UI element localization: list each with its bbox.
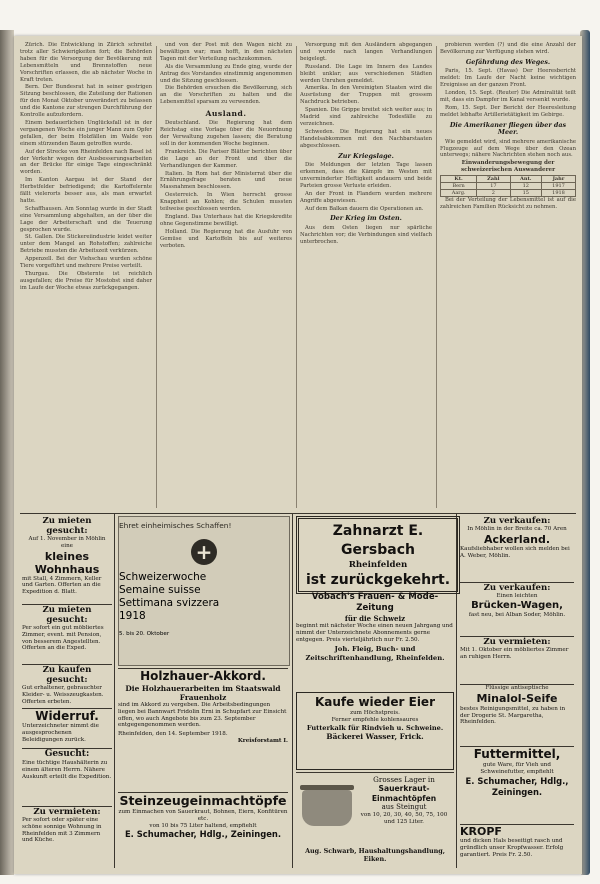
article-paragraph: Als die Versammlung zu Ende ging, wurde der Antrag des Vorstandes einstimmig angenommen und die Sitzung geschlossen. — [160, 63, 292, 84]
section-heading: Gefährdung des Weges. — [465, 57, 551, 66]
column-divider — [436, 46, 437, 508]
ad-body: Mit 1. Oktober ein möbliertes Zimmer an ruhigen Herrn. — [460, 647, 569, 660]
article-paragraph: Die Meldungen der letzten Tage lassen erkennen, dass die Kämpfe im Westen mit unverminderter Heftigkeit andauern und beide Parteien grosse Verluste erleiden. — [300, 162, 432, 189]
ad-firm: E. Schumacher, Hdlg., Zeiningen. — [124, 829, 282, 840]
ad-top-line: Flüssige antiseptische — [485, 685, 549, 691]
ad-verkaufen-acker — [460, 516, 574, 578]
ad-heading: Zu verkaufen: — [483, 516, 551, 526]
ad-title-it: Settimana svizzera — [119, 597, 220, 609]
ad-product: Sauerkraut-Einmachtöpfen — [371, 784, 437, 803]
crock-pot-icon — [302, 790, 352, 826]
article-paragraph: Aus dem Osten liegen nur spärliche Nachrichten vor; die Verbindungen sind vielfach unterbrochen. — [300, 224, 432, 245]
news-column-1 — [20, 42, 152, 512]
ad-extra: Kaufsliebhaber wollen sich melden bei A. Weber, Möhlin. — [460, 545, 570, 559]
section-heading: Der Krieg im Osten. — [330, 214, 402, 223]
ad-body: In Möhlin in der Breite ca. 70 Aren — [467, 526, 567, 532]
ad-lines: zum Einmachen von Sauerkraut, Bohnen, Eiern, Konfitüren etc. — [118, 809, 288, 822]
article-paragraph: Auf dem Balkan dauern die Operationen an. — [305, 205, 424, 212]
ad-extra: mit Stall, 4 Zimmern, Keller und Garten. Offerten an die Expedition d. Blatt. — [22, 575, 102, 596]
ad-wohnhaus — [22, 516, 112, 600]
article-paragraph: Thurgau. Die Obsternte ist reichlich ausgefallen; die Preise für Mostobst sind daher im Laufe der Woche etwas zurückgegangen. — [20, 271, 152, 291]
ad-body: Unterzeichneter nimmt die ausgesprochenen Beleidigungen zurück. — [22, 723, 99, 743]
article-paragraph: Schweden. Die Regierung hat ein neues Handelsabkommen mit den Nachbarstaaten abgeschlossen. — [300, 128, 432, 149]
ad-column-divider — [292, 514, 293, 868]
article-paragraph: Frankreich. Die Pariser Blätter berichten über die Lage an der Front und über die Verhandlungen der Kammer. — [160, 148, 292, 169]
ad-subheading: Die Holzhauerarbeiten im Staatswald Frauenholz — [125, 684, 281, 702]
article-paragraph: Einem bedauerlichen Unglücksfall ist in der vergangenen Woche ein junger Mann zum Opfer gefallen, der beim Holzfällen im Walde von einem stürzenden Baum getroffen wurde. — [20, 119, 152, 147]
article-paragraph: Holland. Die Regierung hat die Ausfuhr von Gemüse und Kartoffeln bis auf weiteres verboten. — [160, 228, 292, 249]
ad-body: sind im Akkord zu vergeben. Die Arbeitsbedingungen liegen bei Bannwart Fridolin Erni in Schupfart zur Einsicht offen, wo auch Angebote bis zum 23. September entgegengenommen werden. — [118, 702, 287, 729]
article-paragraph: St. Gallen. Die Stickereiindustrie leidet weiter unter dem Mangel an Rohstoffen; zahlreiche Betriebe mussten die Arbeitszeit verkürzen. — [20, 234, 152, 255]
ad-vermieten-left — [22, 806, 112, 867]
article-paragraph: London, 15. Sept. (Reuter) Die Admiralität teilt mit, dass ein Dampfer im Kanal versenkt wurde. — [440, 90, 576, 103]
ad-zimmer — [22, 604, 112, 661]
article-paragraph: probieren werden (?) und die eine Anzahl der Bevölkerung zur Verfügung stehen wird. — [440, 42, 576, 55]
ad-line3: ist zurückgekehrt. — [305, 572, 451, 588]
article-paragraph: Bei der Verteilung der Lebensmittel ist auf die zahlreichen Familien Rücksicht zu nehmen. — [440, 197, 576, 211]
table-header-cell: Ant. — [510, 175, 541, 182]
column-divider — [296, 46, 297, 508]
ad-heading: Zu verkaufen: — [483, 583, 551, 593]
ad-title-fr: Semaine suisse — [119, 584, 201, 596]
table-cell: Bern — [441, 182, 477, 189]
table-header-cell: Jahr — [542, 175, 576, 182]
ad-body: gute Ware, für Vieh und Schweinefutter, empfiehlt — [480, 762, 554, 775]
article-paragraph: und von der Post mit den Wagen nicht zu bewältigen war; man hofft, in den nächsten Tagen mit der Verteilung nachzukommen. — [160, 42, 292, 62]
table-cell: 12 — [510, 182, 541, 189]
book-binding-left — [0, 30, 14, 875]
article-paragraph: Die Behörden ersuchen die Bevölkerung, sich an die Vorschriften zu halten und die Lebensmittel sparsam zu verwenden. — [160, 85, 292, 106]
article-paragraph: Wie gemeldet wird, sind mehrere amerikanische Flugzeuge auf dem Wege über den Ozean unterwegs; nähere Nachrichten stehen noch aus. — [440, 138, 576, 159]
advertisement-section — [20, 514, 576, 868]
ad-subtitle: aus Steingut — [381, 803, 427, 811]
news-column-3 — [300, 42, 432, 512]
news-column-2 — [160, 42, 292, 512]
article-paragraph: Spanien. Die Grippe breitet sich weiter aus; in Madrid sind zahlreiche Todesfälle zu verzeichnen. — [300, 107, 432, 127]
ad-product: Minalol-Seife — [476, 691, 558, 705]
article-paragraph: Auf der Strecke von Rheinfelden nach Basel ist der Verkehr wegen der Ausbesserungsarbeiten an der Brücke für einige Tage eingeschränkt worden. — [20, 148, 152, 176]
article-paragraph: Versorgung mit den Ausländern abgegangen und wurde nach langen Verhandlungen beigelegt. — [300, 42, 432, 62]
ad-sizes: von 10 bis 75 Liter haltend, empfiehlt — [149, 822, 257, 829]
article-paragraph: Oesterreich. In Wien herrscht grosse Knappheit an Kohlen; die Schulen mussten teilweise geschlossen werden. — [160, 192, 292, 213]
table-header-cell: Zahl — [477, 175, 510, 182]
ad-kaufen — [22, 664, 112, 705]
ad-signature: Kreisforstamt I. — [237, 737, 288, 744]
ad-sizes: von 10, 20, 30, 40, 50, 75, 100 und 125 Liter. — [360, 812, 448, 825]
table-cell: 2 — [477, 190, 510, 197]
statistics-table — [440, 160, 576, 197]
ad-subtitle: für die Schweiz — [344, 614, 406, 623]
ad-vermieten-right — [460, 636, 574, 681]
article-paragraph: Appenzell. Bei der Viehschau wurden schöne Tiere vorgeführt und mehrere Preise verteilt. — [20, 256, 152, 270]
ad-heading: Gesucht: — [44, 749, 90, 759]
ad-extra: fast neu, bei Alban Soder, Möhlin. — [468, 611, 566, 618]
ad-firm: Aug. Schwarb, Haushaltungshandlung, Eiken. — [305, 847, 445, 863]
ad-minalol — [460, 684, 574, 743]
ad-heading: Steinzeugeinmachtöpfe — [119, 793, 287, 808]
ad-dates: 5. bis 20. Oktober — [119, 631, 170, 637]
table-cell: Aarg. — [441, 190, 477, 197]
ad-column-divider — [114, 514, 115, 868]
ad-body: Per sofort oder später eine schöne sonnige Wohnung in Rheinfelden mit 3 Zimmern und Küche. — [22, 817, 102, 844]
table-header-cell: Kt. — [441, 175, 477, 182]
ad-title: Vobach's Frauen- & Mode-Zeitung — [311, 592, 439, 613]
table-title: Einwanderungsbewegung der schweizerischen Auswanderer — [460, 160, 556, 173]
ad-product: KROPF — [460, 825, 502, 838]
ad-body: Eine tüchtige Haushälterin zu einem älteren Herrn. Nähere Auskunft erteilt die Expedition. — [22, 760, 112, 780]
ad-firm: Joh. Fleig, Buch- und Zeitschriftenhandlung, Rheinfelden. — [305, 645, 445, 663]
ad-subtitle: zum Höchstpreis. — [350, 710, 400, 716]
ad-firm: E. Schumacher, Hdlg., Zeiningen. — [465, 775, 569, 797]
ad-heading: Zu mieten gesucht: — [42, 605, 92, 625]
ad-zahnarzt — [296, 516, 460, 594]
ad-place: Rheinfelden, den 14. September 1918. — [118, 731, 228, 738]
ad-steinzeug — [118, 792, 288, 867]
article-paragraph: Amerika. In den Vereinigten Staaten wird die Ausrüstung der Truppen mit grossem Nachdruck betrieben. — [300, 85, 432, 106]
ad-heading: Zu vermieten: — [483, 637, 551, 647]
newspaper-page — [14, 36, 582, 874]
ad-schweizerwoche — [118, 516, 290, 666]
column-divider — [156, 46, 157, 508]
ad-title: Kaufe wieder Eier — [314, 695, 435, 709]
article-paragraph: An der Front in Flandern wurden mehrere Angriffe abgewiesen. — [300, 190, 432, 204]
article-paragraph: Deutschland. Die Regierung hat dem Reichstag eine Vorlage über die Neuordnung der Verwaltung zugehen lassen; die Beratung soll in der kommenden Woche beginnen. — [160, 120, 292, 147]
article-paragraph: England. Das Unterhaus hat die Kriegskredite ohne Gegenstimme bewilligt. — [160, 213, 292, 227]
ad-top-line: Ehret einheimisches Schaffen! — [119, 521, 232, 530]
article-paragraph: Rom, 15. Sept. Der Bericht der Heeresleitung meldet lebhafte Artillerietätigkeit im Gebirge. — [440, 104, 576, 118]
ad-heading: Zu vermieten: — [33, 807, 101, 817]
ad-heading: Zu mieten gesucht: — [42, 516, 92, 536]
ad-heading: Holzhauer-Akkord. — [140, 669, 266, 683]
news-column-4 — [440, 42, 576, 512]
table-row — [441, 182, 576, 189]
ad-year: 1918 — [119, 610, 146, 622]
table-cell: 1918 — [542, 190, 576, 197]
ad-verkaufen-wagen — [460, 582, 574, 633]
ad-firm: Bäckerei Wasser, Frick. — [326, 731, 424, 741]
ad-product: Brücken-Wagen, — [471, 599, 563, 611]
ad-body: Gut erhaltener, gebrauchter Kleider- u. Weisszeugkasten. Offerten erbeten. — [22, 685, 104, 705]
ad-gesucht — [22, 748, 112, 803]
ad-heading: Widerruf. — [35, 709, 99, 723]
ad-vobach — [296, 592, 454, 688]
ad-body: Auf 1. November in Möhlin eine — [28, 536, 106, 549]
ad-product: Futtermittel, — [473, 747, 561, 761]
ad-line1: Zahnarzt E. Gersbach — [332, 523, 424, 558]
ad-body: Per sofort ein gut möbliertes Zimmer, event. mit Pension, von besserem Angestellten. Offerten an die Exped. — [22, 625, 104, 652]
news-columns — [20, 42, 576, 512]
article-paragraph: Italien. In Rom hat der Ministerrat über die Ernährungsfrage beraten und neue Massnahmen beschlossen. — [160, 170, 292, 191]
table-cell: 17 — [477, 182, 510, 189]
table-cell: 15 — [510, 190, 541, 197]
ad-futtermittel — [460, 746, 574, 821]
ad-heading: Zu kaufen gesucht: — [42, 665, 92, 685]
section-heading: Zur Kriegslage. — [338, 151, 394, 160]
ad-body: und dicken Hals beseitigt rasch und gründlich unser Kropfwasser. Erfolg garantiert. Preis Fr. 2.50. — [460, 838, 564, 858]
article-paragraph: Paris, 15. Sept. (Havas) Der Heeresbericht meldet: Im Laufe der Nacht keine wichtigen Ereignisse an der ganzen Front. — [440, 68, 576, 89]
table-cell: 1917 — [542, 182, 576, 189]
ad-body: bestes Reinigungsmittel, zu haben in der Drogerie St. Margaretha, Rheinfelden. — [460, 705, 566, 726]
ad-title-de: Schweizerwoche — [119, 571, 207, 583]
section-heading: Ausland. — [205, 109, 247, 119]
table-row — [441, 190, 576, 197]
ad-line2: Rheinfelden — [348, 560, 408, 570]
ad-product: Futterkalk für Rindvieh u. Schweine. — [306, 723, 444, 732]
ad-product: kleines Wohnhaus — [34, 549, 100, 576]
section-heading: Die Amerikaner fliegen über das Meer. — [449, 120, 567, 137]
article-paragraph: Russland. Die Lage im Innern des Landes bleibt unklar; aus verschiedenen Städten werden Unruhen gemeldet. — [300, 63, 432, 84]
ad-eier — [296, 692, 454, 770]
ad-heading: Grosses Lager in — [373, 775, 435, 784]
ad-body: beginnt mit nächster Woche einen neuen Jahrgang und nimmt der Unterzeichnete Abonnements gerne entgegen. Preis vierteljährlich nur Fr. 2.50. — [296, 623, 453, 643]
article-paragraph: Bern. Der Bundesrat hat in seiner gestrigen Sitzung beschlossen, die Zuteilung der Rationen für den Monat Oktober unverändert zu belassen und die Kantone zur strengen Durchführung der Kontrolle aufzufordern. — [20, 84, 152, 119]
article-paragraph: Schaffhausen. Am Sonntag wurde in der Stadt eine Versammlung abgehalten, an der über die Lage der Arbeiterschaft und die Teuerung gesprochen wurde. — [20, 205, 152, 233]
ad-holzhauer — [118, 668, 288, 789]
ad-body: Einen leichten — [496, 593, 538, 599]
ad-widerruf — [22, 708, 112, 745]
swiss-cross-icon: + — [191, 539, 217, 565]
ad-line: Ferner empfehle kohlensaures — [331, 716, 419, 723]
article-paragraph: Im Kanton Aargau ist der Stand der Herbstfelder befriedigend; die Kartoffelernte fällt vielerorts besser aus, als man erwartet hatte. — [20, 177, 152, 204]
ad-kropf — [460, 824, 574, 867]
ad-product: Ackerland. — [483, 532, 551, 546]
article-paragraph: Zürich. Die Entwicklung in Zürich schreitet trotz aller Schwierigkeiten fort; die Behörden haben für die Versorgung der Bevölkerung mit Lebensmitteln und Brennstoffen neue Vorschriften erlassen, die ab nächster Woche in Kraft treten. — [20, 42, 152, 83]
ad-sauerkraut — [296, 772, 454, 867]
